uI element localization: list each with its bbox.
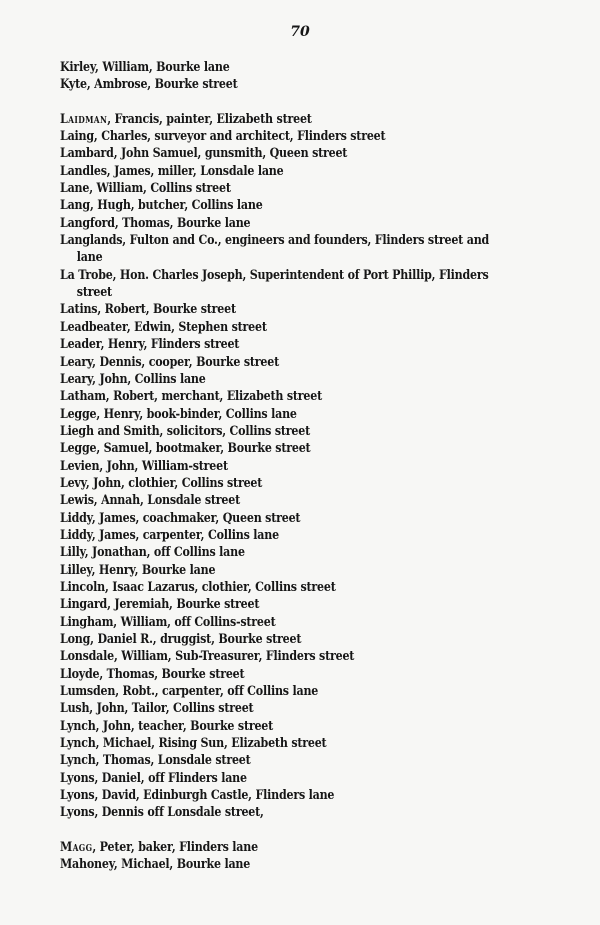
directory-entry [60, 267, 493, 302]
directory-entry [60, 510, 413, 527]
entry-name: Laidman [60, 111, 108, 127]
directory-entry [60, 197, 413, 214]
entry-name: Lane [60, 181, 90, 197]
directory-entry [60, 423, 413, 440]
entry-details: , Daniel R., druggist, Bourke street [90, 632, 302, 647]
entry-name: Lingham [60, 614, 114, 630]
entry-name: Lumsden [60, 684, 116, 700]
entry-name: Legge [60, 406, 97, 422]
entry-name: Lang [60, 198, 90, 214]
section-gap [60, 822, 480, 839]
entry-name: Lloyde [60, 666, 100, 682]
directory-entry [60, 354, 413, 371]
entry-details: , Charles, surveyor and architect, Flinders street [93, 129, 386, 145]
entry-details: , James, coachmaker, Queen street [91, 510, 301, 526]
section-gap [60, 94, 480, 111]
entry-details: , Robt., carpenter, off Collins lane [115, 684, 319, 700]
entry-details: , Jeremiah, Bourke street [107, 597, 260, 613]
directory-entry [60, 458, 413, 475]
directory-entry [60, 301, 413, 318]
entry-name: Magg [60, 839, 93, 855]
directory-entry [60, 111, 413, 128]
entry-details: , Hugh, butcher, Collins lane [89, 198, 263, 214]
directory-entry [60, 856, 413, 873]
entry-name: Langford [60, 215, 115, 231]
entry-details: , Annah, Lonsdale street [93, 493, 241, 509]
entry-details: , John Samuel, gunsmith, Queen street [113, 146, 348, 162]
directory-entry [60, 59, 413, 76]
entry-details: , Isaac Lazarus, clothier, Collins street [104, 579, 336, 595]
entry-name: Latham [60, 389, 106, 405]
entry-name: Legge [60, 441, 97, 457]
directory-entry [60, 579, 413, 596]
entry-name: Mahoney [60, 857, 114, 873]
entry-details: , John, clothier, Collins street [85, 475, 263, 491]
entry-name: Lonsdale [60, 649, 114, 665]
entry-name: Lilley [60, 562, 92, 578]
entry-name: Laing [60, 129, 94, 145]
entry-details: , John, teacher, Bourke street [95, 718, 274, 734]
entry-name: La Trobe [60, 267, 113, 283]
directory-entry [60, 770, 413, 787]
entry-name: Langlands [60, 233, 123, 249]
entry-details: , Ambrose, Bourke street [86, 77, 238, 93]
entry-details: , Michael, Bourke lane [113, 857, 251, 873]
entry-details: , Dennis, cooper, Bourke street [92, 354, 279, 370]
entry-name: Leadbeater [60, 319, 127, 335]
directory-entry [60, 631, 413, 648]
page-number: 70 [290, 24, 310, 40]
entry-name: Liegh and Smith [60, 423, 160, 439]
entry-name: Leary [60, 354, 93, 370]
entry-details: , Thomas, Bourke lane [114, 215, 251, 231]
entry-details: , Dennis off Lonsdale street, [94, 805, 264, 821]
entry-details: , solicitors, Collins street [159, 423, 310, 439]
directory-entry [60, 215, 413, 232]
directory-entry [60, 544, 413, 561]
entry-details: , Robert, Bourke street [97, 302, 236, 318]
entry-details: , Daniel, off Flinders lane [94, 770, 247, 786]
directory-entry [60, 180, 413, 197]
entry-details: , David, Edinburgh Castle, Flinders lane [94, 788, 335, 804]
entry-name: Lambard [60, 146, 114, 162]
directory-entry [60, 735, 413, 752]
entry-name: Kyte [60, 77, 87, 93]
entry-details: , William, off Collins-street [113, 614, 276, 630]
directory-entries [60, 59, 490, 873]
entry-name: Levien [60, 458, 100, 474]
directory-entry [60, 683, 413, 700]
entry-name: Kirley [60, 60, 96, 75]
entry-details: , James, carpenter, Collins lane [91, 527, 279, 543]
entry-details: , Samuel, bootmaker, Bourke street [96, 441, 311, 457]
entry-name: Landles [60, 163, 107, 179]
directory-entry [60, 440, 413, 457]
directory-entry [60, 406, 413, 423]
directory-entry [60, 475, 413, 492]
entry-details: , James, miller, Lonsdale lane [106, 163, 284, 179]
entry-details: , John, Collins lane [92, 371, 206, 387]
entry-name: Leader [60, 337, 101, 353]
directory-entry [60, 527, 413, 544]
entry-name: Lyons [60, 770, 95, 786]
entry-name: Lynch [60, 753, 96, 769]
entry-details: , Thomas, Bourke street [99, 666, 245, 682]
directory-entry [60, 76, 413, 93]
entry-name: Leary [60, 371, 93, 387]
directory-entry [60, 336, 413, 353]
entry-name: Latins [60, 302, 98, 318]
directory-entry [60, 700, 413, 717]
entry-details: , Fulton and Co., engineers and founders, Flinders street and lane [76, 233, 490, 266]
entry-details: , John, William-street [99, 458, 228, 474]
directory-entry [60, 145, 413, 162]
entry-details: , Jonathan, off Collins lane [84, 545, 245, 561]
directory-entry [60, 614, 413, 631]
directory-entry [60, 648, 413, 665]
directory-entry [60, 128, 413, 145]
directory-entry [60, 492, 413, 509]
directory-entry [60, 666, 413, 683]
directory-entry [60, 839, 413, 856]
directory-entry [60, 752, 413, 769]
entry-details: , William, Bourke lane [95, 60, 230, 75]
entry-name: Lewis [60, 493, 94, 509]
entry-details: , William, Collins street [89, 181, 231, 197]
directory-entry [60, 388, 413, 405]
entry-details: , Hon. Charles Joseph, Superintendent of Port Phillip, Flinders street [76, 267, 489, 301]
entry-details: , Michael, Rising Sun, Elizabeth street [95, 736, 327, 752]
directory-entry [60, 232, 493, 267]
directory-entry [60, 562, 413, 579]
entry-details: , John, Tailor, Collins street [89, 701, 254, 717]
entry-name: Lynch [60, 736, 96, 752]
directory-entry [60, 163, 413, 180]
entry-name: Lynch [60, 718, 96, 734]
entry-name: Lyons [60, 788, 95, 804]
directory-entry [60, 787, 413, 804]
directory-entry [60, 319, 413, 336]
entry-details: , Robert, merchant, Elizabeth street [105, 389, 323, 405]
entry-name: Lingard [60, 597, 108, 613]
entry-name: Lincoln [60, 579, 105, 595]
directory-entry [60, 596, 413, 613]
entry-name: Lilly [60, 545, 85, 561]
entry-details: , William, Sub-Treasurer, Flinders street [113, 649, 355, 665]
entry-name: Long [60, 632, 91, 647]
entry-name: Liddy [60, 527, 92, 543]
entry-name: Liddy [60, 510, 92, 526]
entry-details: , Henry, Bourke lane [91, 562, 216, 578]
entry-name: Lush [60, 701, 90, 717]
entry-name: Lyons [60, 805, 95, 821]
entry-details: , Henry, book-binder, Collins lane [96, 406, 297, 422]
directory-entry [60, 804, 413, 821]
entry-details: , Thomas, Lonsdale street [95, 753, 251, 769]
entry-details: , Edwin, Stephen street [126, 319, 267, 335]
entry-details: , Henry, Flinders street [100, 337, 240, 353]
entry-name: Levy [60, 475, 86, 491]
entry-details: , Francis, painter, Elizabeth street [107, 111, 312, 127]
entry-details: , Peter, baker, Flinders lane [92, 839, 258, 855]
directory-entry [60, 371, 413, 388]
directory-entry [60, 718, 413, 735]
